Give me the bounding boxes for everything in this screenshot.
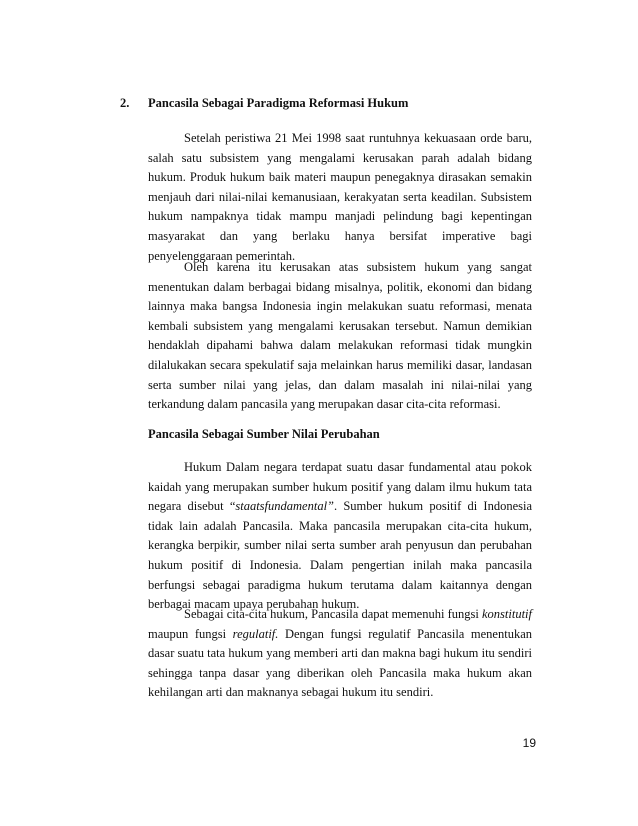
paragraph-4-term-regulatif: regulatif. bbox=[232, 626, 279, 641]
paragraph-4-term-konstitutif: konstitutif bbox=[482, 607, 532, 621]
paragraph-2: Oleh karena itu kerusakan atas subsistem hukum yang sangat menentukan dalam berbagai bidang misalnya, politik, ekonomi dan bidang lainnya maka bangsa Indonesia ingin melakukan suatu reformasi, menata kembali subsistem yang mengalami kerusakan tersebut. Namun demikian hendaklah dipahami bahwa dalam melakukan reformasi tidak mungkin dilalukakan secara spekulatif saja melainkan harus memiliki dasar, landasan serta sumber nilai yang jelas, dan dalam masalah ini nilai-nilai yang terkandung dalam pancasila yang merupakan dasar cita-cita reformasi. bbox=[148, 260, 532, 412]
section-number: 2. bbox=[120, 96, 130, 110]
paragraph-3-text-c: . Sumber hukum positif di Indonesia tidak lain adalah Pancasila. Maka pancasila merupakan cita-cita hukum, kerangka berpikir, sumber nilai serta sumber arah penyusun dan perubahan hukum positif di Indonesia. Dalam pengertian inilah maka pancasila berfungsi sebagai paradigma hukum terutama dalam kaitannya dengan berbagai macam upaya perubahan hukum. bbox=[148, 499, 533, 612]
paragraph-4 bbox=[148, 605, 532, 703]
paragraph-3 bbox=[148, 458, 532, 615]
paragraph-3-text-a: Hukum Dalam negara terdapat suatu dasar fundamental atau pokok kaidah yang merupakan sumber hukum positif yang dalam ilmu hukum tata negara disebut “ bbox=[148, 460, 532, 514]
paragraph-1: Setelah peristiwa 21 Mei 1998 saat runtuhnya kekuasaan orde baru, salah satu subsistem yang mengalami kerusakan parah adalah bidang hukum. Produk hukum baik materi maupun penegaknya dirasakan semakin menjauh dari nilai-nilai kemanusiaan, kerakyatan serta keadilan. Subsistem hukum nampaknya tidak mampu manjadi pelindung bagi kepentingan masyarakat dan yang berlaku hanya bersifat imperative bagi penyelenggaraan pemerintah. bbox=[148, 131, 532, 263]
paragraph-4-text-c: maupun fungsi bbox=[148, 626, 233, 641]
paragraph-3-term-staatsfundamental: staatsfundamental” bbox=[235, 499, 334, 514]
subsection-heading: Pancasila Sebagai Sumber Nilai Perubahan bbox=[148, 427, 380, 441]
section-heading bbox=[120, 95, 408, 111]
paragraph-4-text-a: Sebagai cita-cita hukum, Pancasila dapat memenuhi fungsi bbox=[184, 607, 482, 621]
paragraph-4-text-e: Dengan fungsi regulatif Pancasila menentukan dasar suatu tata hukum yang memberi arti dan makna bagi hukum itu sendiri sehingga tanpa dasar yang diberikan oleh Pancasila maka hukum akan kehilangan arti dan maknanya sebagai hukum itu sendiri. bbox=[148, 626, 532, 700]
page-number: 19 bbox=[522, 736, 536, 750]
section-title: Pancasila Sebagai Paradigma Reformasi Hukum bbox=[148, 96, 409, 110]
